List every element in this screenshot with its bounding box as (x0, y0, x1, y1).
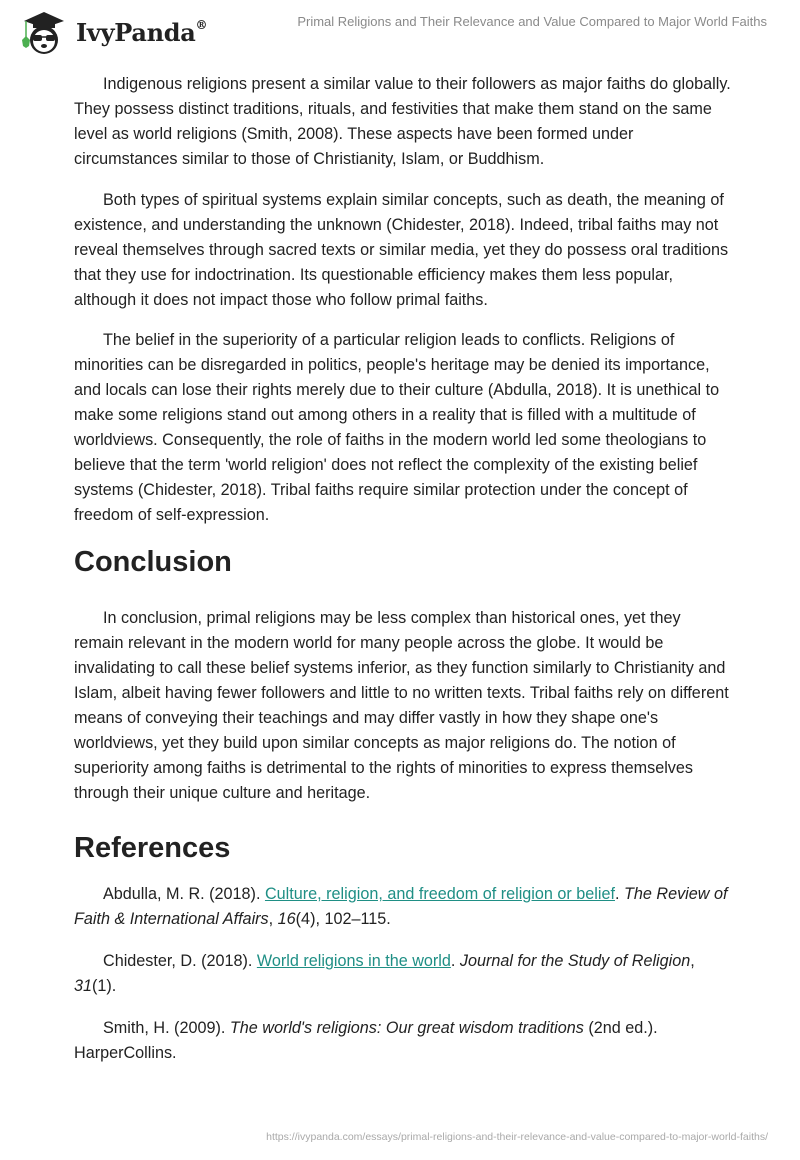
reference-item: Abdulla, M. R. (2018). Culture, religion, and freedom of religion or belief. The Review of Faith & International Affairs, 16(4), 102–115. (74, 885, 728, 928)
paragraph: Both types of spiritual systems explain similar concepts, such as death, the meaning of existence, and understanding the unknown (Chidester, 2018). Indeed, tribal faiths may not reveal themselves through sacred texts or similar media, yet they do possess oral traditions that they use for indoctrination. Its questionable efficiency makes them less popular, although it does not impact those who follow primal faiths. (74, 191, 729, 309)
reference-item: Chidester, D. (2018). World religions in the world. Journal for the Study of Religion, 31(1). (74, 952, 695, 995)
page-header (0, 0, 800, 56)
paragraph: The belief in the superiority of a particular religion leads to conflicts. Religions of minorities can be disregarded in politics, people's heritage may be denied its importance, and locals can lose their rights merely due to their culture (Abdulla, 2018). It is unethical to make some religions stand out among others in a reality that is filled with a multitude of worldviews. Consequently, the role of faiths in the modern world led some theologians to believe that the term 'world religion' does not reflect the complexity of the existing belief systems (Chidester, 2018). Tribal faiths require similar protection under the concept of freedom of self-expression. (74, 331, 720, 524)
brand-name: IvyPanda® (76, 17, 208, 47)
document-title: Primal Religions and Their Relevance and Value Compared to Major World Faiths (297, 14, 767, 29)
paragraph: Indigenous religions present a similar value to their followers as major faiths do globally. They possess distinct traditions, rituals, and festivities that make them stand on the same level as world religions (Smith, 2008). These aspects have been formed under circumstances similar to those of Christianity, Islam, or Buddhism. (74, 75, 731, 168)
brand-logo[interactable] (16, 8, 207, 56)
panda-graduation-cap-icon (16, 8, 72, 56)
conclusion-heading: Conclusion (74, 546, 232, 578)
references-heading: References (74, 832, 231, 864)
reference-link[interactable]: World religions in the world (256, 952, 451, 970)
reference-item: Smith, H. (2009). The world's religions: Our great wisdom traditions (2nd ed.). HarperCollins. (74, 1019, 658, 1062)
page-url[interactable]: https://ivypanda.com/essays/primal-religions-and-their-relevance-and-value-compared-to-major-world-faiths/ (266, 1131, 768, 1143)
reference-link[interactable]: Culture, religion, and freedom of religion or belief (264, 885, 615, 903)
conclusion-paragraph: In conclusion, primal religions may be less complex than historical ones, yet they remain relevant in the modern world for many people across the globe. It would be invalidating to call these belief systems inferior, as they function similarly to Christianity and Islam, albeit having fewer followers and little to no written texts. Tribal faiths rely on different means of conveying their teachings and may differ vastly in how they shape one's worldviews, yet they build upon similar concepts as major religions do. The notion of superiority among faiths is detrimental to the rights of minorities to express themselves through their unique culture and heritage. (74, 609, 729, 802)
